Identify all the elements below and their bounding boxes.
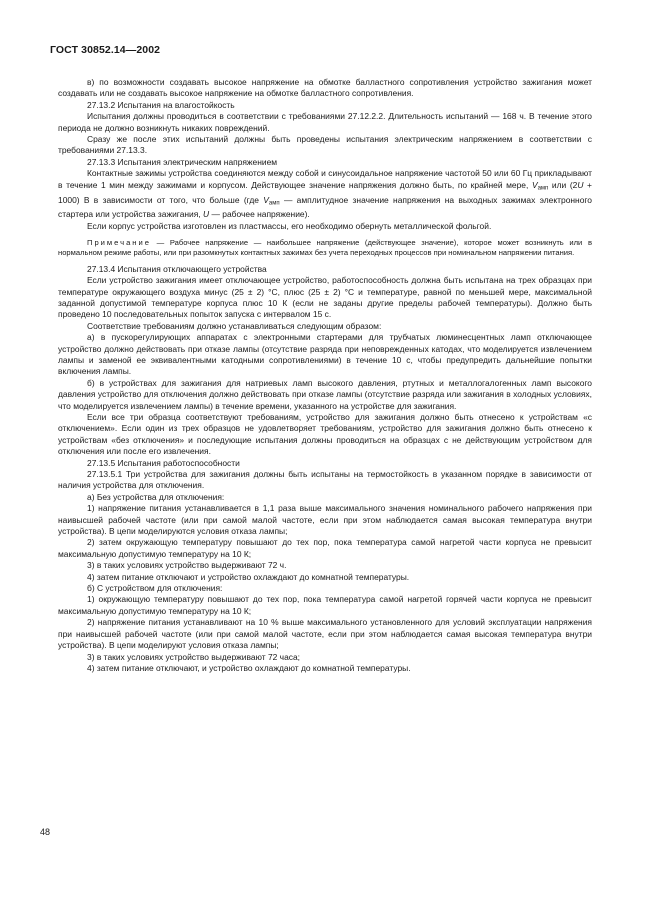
paragraph-plastic-housing: Если корпус устройства изготовлен из пластмассы, его необходимо обернуть металлической фольгой. (87, 220, 492, 231)
paragraph-humidity-followup: Сразу же после этих испытаний должны быть проведены испытания электрическим напряжением в соответствии с требованиями 27.13.3. (58, 134, 592, 156)
page-number: 48 (40, 827, 51, 837)
section-heading-27-13-3: 27.13.3 Испытания электрическим напряжением (87, 156, 278, 167)
note-label: Примечание (87, 238, 151, 248)
paragraph-disconnect-test: Если устройство зажигания имеет отключающее устройство, работоспособность должна быть испытана на трех образцах при температуре окружающего воздуха минус (25 ± 2) °С, плюс (25 ± 2) °С и температуре, равной по меньшей мере, максимальной заданной допустимой температуре корпуса плюс 10 К (если не заданы другие пределы рабочей температуры). Должно быть проведено 10 последовательных попыток запуска с интервалом 15 с. (58, 275, 592, 320)
document-body (58, 77, 592, 674)
note-text: — Рабочее напряжение — наибольшее напряжение (действующее значение), которое может возникнуть или в нормальном режиме работы, или при разомкнутых контактных зажимах без учета переходных процессов при номинальном напряжении питания. (58, 238, 592, 258)
list-item-b4: 4) затем питание отключают, и устройство охлаждают до комнатной температуры. (87, 662, 411, 673)
paragraph-classification: Если все три образца соответствуют требованиям, устройство для зажигания должно быть отнесено к устройствам «с отключением». Если один из трех образцов не удовлетворяет требованиям, устройство для зажигания должно быть отнесено к устройствам «без отключения» и последующие испытания должны проводиться на образцах с не действующим устройством для отключения или после его извлечения. (58, 411, 592, 457)
paragraph-humidity-duration: Испытания должны проводиться в соответствии с требованиями 27.12.2.2. Длительность испытаний — 168 ч. В течение этого периода не должно возникнуть никаких повреждений. (58, 111, 592, 133)
list-item-a4: 4) затем питание отключают и устройство охлаждают до комнатной температуры. (87, 571, 410, 582)
standard-header: ГОСТ 30852.14—2002 (50, 44, 161, 56)
list-item-b3: 3) в таких условиях устройство выдерживают 72 часа; (87, 651, 301, 662)
paragraph-item-v: в) по возможности создавать высокое напряжение на обмотке балластного сопротивления устройство зажигания может создавать или не создавать высокое напряжение на обмотке балластного сопротивления. (58, 77, 592, 99)
paragraph-without-disconnect: а) Без устройства для отключения: (87, 491, 225, 502)
paragraph-compliance-intro: Соответствие требованиям должно устанавливаться следующим образом: (87, 320, 382, 331)
list-item-b1: 1) окружающую температуру повышают до тех пор, пока температура самой нагретой горячей части корпуса не превысит максимальную допустимую температуру на 10 К; (58, 594, 592, 616)
section-heading-27-13-5: 27.13.5 Испытания работоспособности (87, 457, 240, 468)
list-item-a3: 3) в таких условиях устройство выдерживают 72 ч. (87, 560, 287, 571)
list-item-a1: 1) напряжение питания устанавливается в 1,1 раза выше максимального значения номинального рабочего напряжения при наивысшей рабочей частоте (или при самой малой частоте, если при этом наблюдается самая высокая температура внутри устройства). В цепи моделируются условия отказа лампы; (58, 503, 592, 537)
paragraph-voltage-test: Контактные зажимы устройства соединяются между собой и синусоидальное напряжение частотой 50 или 60 Гц прикладывают в течение 1 мин между зажимами и корпусом. Действующее значение напряжения должно быть, по крайней мере, $V_{амп}$ или (2U + 1000) В в зависимости от того, что больше (где $V_{амп}$ — амплитудное значение напряжения на выходных зажимах электронного стартера или устройства зажигания, U — рабочее напряжение). (58, 168, 592, 220)
list-item-b2: 2) напряжение питания устанавливают на 10 % выше максимального установленного для условий эксплуатации напряжения при наивысшей рабочей частоте (или при самой малой частоте, если при этом наблюдается самая высокая температура внутри устройства). В цепи моделируют условия отказа лампы; (58, 617, 592, 651)
note (58, 238, 592, 258)
paragraph-27-13-5-1: 27.13.5.1 Три устройства для зажигания должны быть испытаны на термостойкость в указанном порядке в зависимости от наличия устройства для отключения. (58, 469, 592, 491)
paragraph-compliance-b: б) в устройствах для зажигания для натриевых ламп высокого давления, ртутных и металлогалогенных ламп высокого давления устройство для отключения должно действовать при отказе лампы (отсутствие разряда или зажигания в холодных условиях, что моделируется извлечением лампы) в течение времени, указанного на устройстве для зажигания. (58, 377, 592, 411)
section-heading-27-13-4: 27.13.4 Испытания отключающего устройства (87, 263, 267, 274)
section-heading-27-13-2: 27.13.2 Испытания на влагостойкость (87, 99, 235, 110)
paragraph-compliance-a: а) в пускорегулирующих аппаратах с электронными стартерами для трубчатых люминесцентных ламп отключающее устройство должно действовать при отказе лампы (отсутствие разряда при неповрежденных катодах, что моделируется извлечением лампы и заменой ее эквивалентными катодными сопротивлениями) в течение 10 с, чтобы предупредить дальнейшие попытки включения лампы. (58, 332, 592, 377)
list-item-a2: 2) затем окружающую температуру повышают до тех пор, пока температура самой нагретой части корпуса не превысит максимальную допустимую температуру на 10 К; (58, 537, 592, 559)
paragraph-with-disconnect: б) С устройством для отключения: (87, 583, 223, 594)
